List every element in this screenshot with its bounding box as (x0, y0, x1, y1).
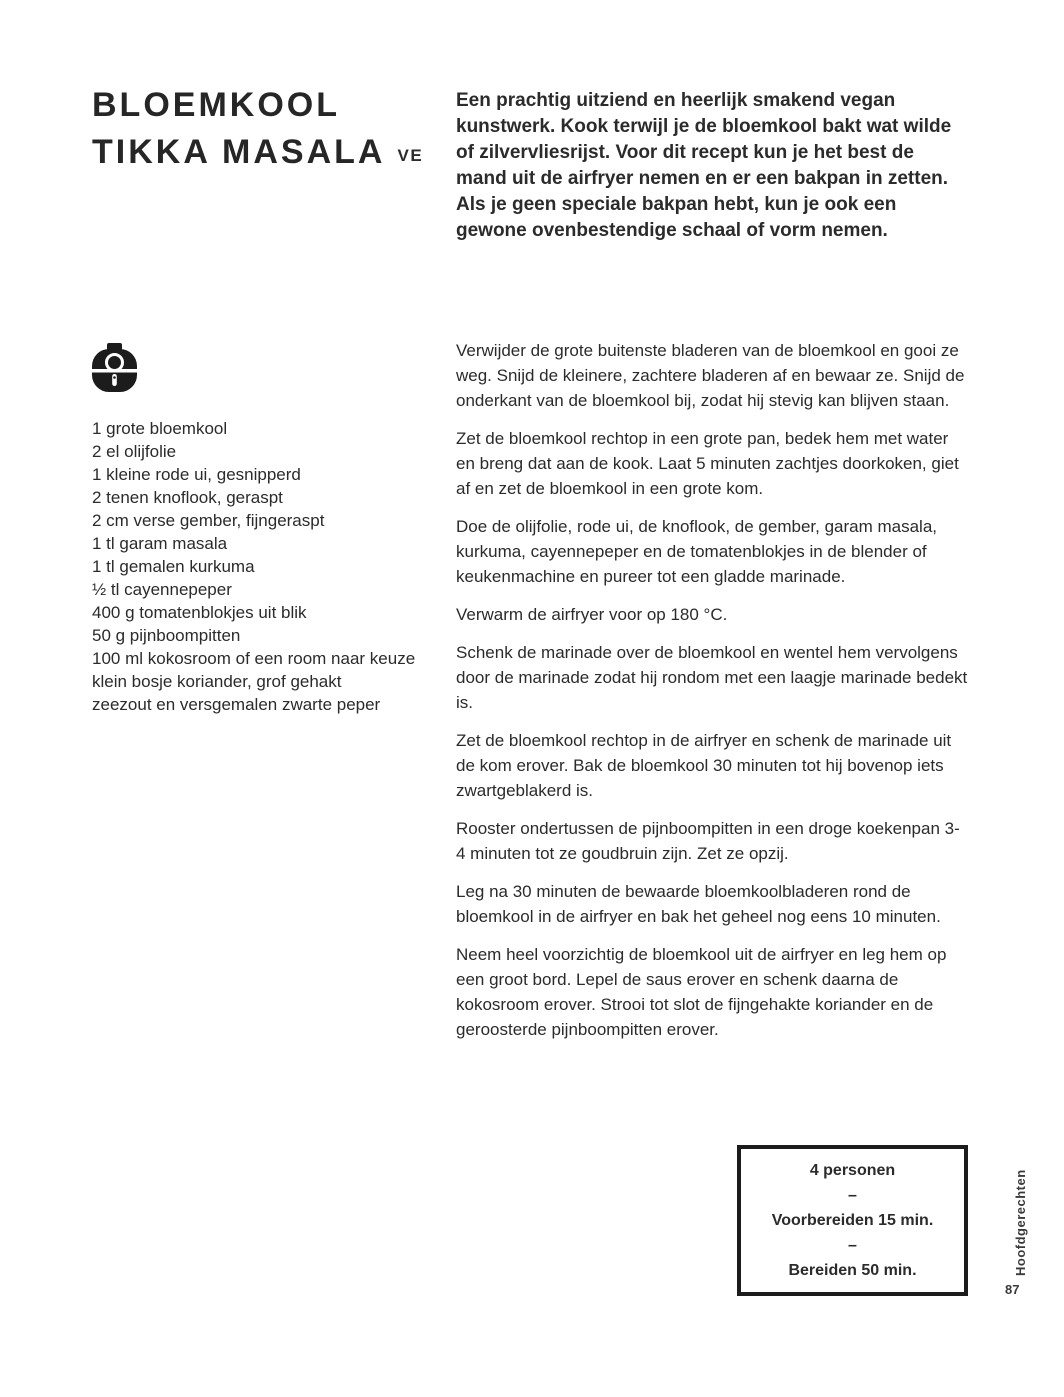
ingredient-item: 2 cm verse gember, fijngeraspt (92, 511, 325, 530)
prep-time-label: Voorbereiden 15 min. (771, 1211, 934, 1229)
instructions-column (456, 338, 968, 1055)
info-divider: – (848, 1186, 857, 1204)
ingredient-item: 50 g pijnboompitten (92, 626, 241, 645)
chapter-label: Hoofdgerechten (1013, 1169, 1028, 1276)
instruction-step: Verwarm de airfryer voor op 180 °C. (456, 605, 728, 624)
ingredient-item: 400 g tomatenblokjes uit blik (92, 603, 307, 622)
ingredient-item: 1 tl gemalen kurkuma (92, 557, 255, 576)
servings-label: 4 personen (809, 1161, 896, 1179)
ingredients-list (92, 417, 442, 716)
ingredient-item: 2 tenen knoflook, geraspt (92, 488, 283, 507)
diet-badge: VE (397, 146, 424, 165)
instruction-step: Leg na 30 minuten de bewaarde bloemkoolbladeren rond de bloemkool in de airfryer en bak het geheel nog eens 10 minuten. (456, 882, 941, 926)
ingredient-item: 1 tl garam masala (92, 534, 228, 553)
recipe-title-block (92, 82, 452, 179)
instruction-step: Doe de olijfolie, rode ui, de knoflook, de gember, garam masala, kurkuma, cayennepeper en de tomatenblokjes in de blender of keukenmachine en pureer tot een gladde marinade. (456, 517, 937, 586)
recipe-intro: Een prachtig uitziend en heerlijk smakend vegan kunstwerk. Kook terwijl je de bloemkool bakt wat wilde of zilvervliesrijst. Voor dit recept kun je het best de mand uit de airfryer nemen en er een bakpan in zetten. Als je geen speciale bakpan hebt, kun je ook een gewone ovenbestendige schaal of vorm nemen. (456, 90, 952, 241)
cook-time-label: Bereiden 50 min. (788, 1261, 917, 1279)
page-title-line-2 (92, 129, 452, 179)
instruction-step: Zet de bloemkool rechtop in een grote pan, bedek hem met water en breng dat aan de kook. Laat 5 minuten zachtjes doorkoken, giet af en zet de bloemkool in een grote kom. (456, 429, 959, 498)
ingredient-item: 100 ml kokosroom of een room naar keuze (92, 649, 416, 668)
page-title-line-1: BLOEMKOOL (92, 86, 340, 124)
instruction-step: Schenk de marinade over de bloemkool en wentel hem vervolgens door de marinade zodat hij rondom met een laagje marinade bedekt is. (456, 643, 968, 712)
instruction-step: Rooster ondertussen de pijnboompitten in een droge koekenpan 3-4 minuten tot ze goudbruin zijn. Zet ze opzij. (456, 819, 960, 863)
ingredient-item: ½ tl cayennepeper (92, 580, 232, 599)
page-title-line-2-text: TIKKA MASALA (92, 133, 386, 171)
instruction-step: Verwijder de grote buitenste bladeren van de bloemkool en gooi ze weg. Snijd de kleinere, zachtere bladeren af en bewaar ze. Snijd de onderkant van de bloemkool bij, zodat hij stevig kan blijven staan. (456, 341, 965, 410)
ingredient-item: 1 kleine rode ui, gesnipperd (92, 465, 301, 484)
ingredient-item: zeezout en versgemalen zwarte peper (92, 695, 381, 714)
ingredient-item: klein bosje koriander, grof gehakt (92, 672, 342, 691)
info-divider: – (848, 1236, 857, 1254)
instruction-step: Zet de bloemkool rechtop in de airfryer en schenk de marinade uit de kom erover. Bak de bloemkool 30 minuten tot hij bovenop iets zwartgeblakerd is. (456, 731, 952, 800)
ingredient-item: 1 grote bloemkool (92, 419, 228, 438)
instruction-step: Neem heel voorzichtig de bloemkool uit de airfryer en leg hem op een groot bord. Lepel de saus erover en schenk daarna de kokosroom erover. Strooi tot slot de fijngehakte koriander en de geroosterde pijnboompitten erover. (456, 945, 947, 1039)
airfryer-icon (92, 343, 137, 392)
ingredient-item: 2 el olijfolie (92, 442, 177, 461)
recipe-info-box (737, 1145, 968, 1296)
page-number: 87 (1005, 1282, 1020, 1297)
